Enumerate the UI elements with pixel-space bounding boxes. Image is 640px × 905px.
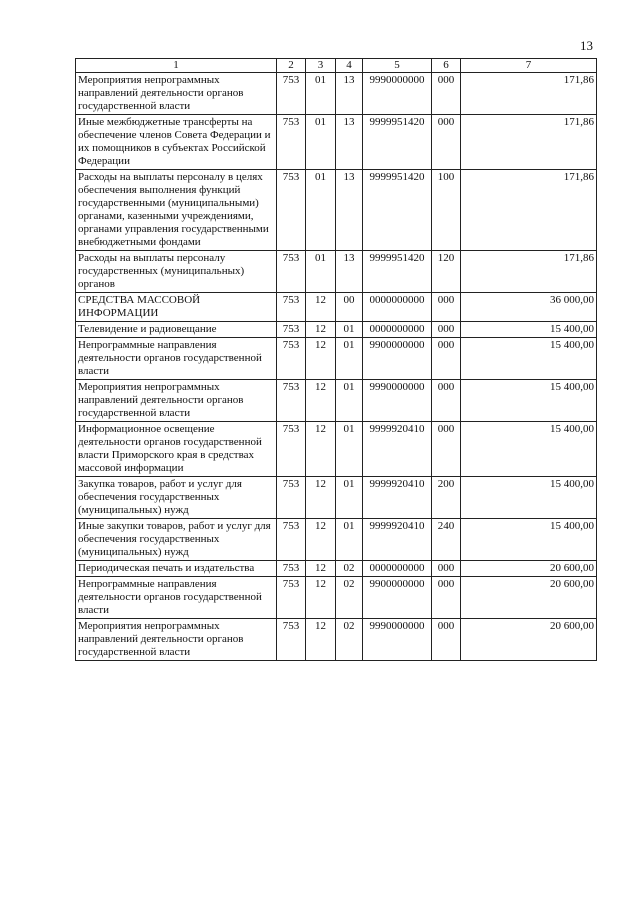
row-csr-cell: 9900000000 <box>363 338 432 380</box>
row-pr-cell: 02 <box>336 577 363 619</box>
row-amount-cell: 15 400,00 <box>461 338 597 380</box>
row-gr-cell: 753 <box>277 380 306 422</box>
table-row <box>76 251 597 293</box>
table-row <box>76 73 597 115</box>
row-gr-cell: 753 <box>277 338 306 380</box>
row-vr-cell: 000 <box>432 619 461 661</box>
row-rz-cell: 12 <box>306 380 336 422</box>
row-name-cell: Мероприятия непрограммных направлений деятельности органов государственной власти <box>76 73 277 115</box>
row-amount-cell: 20 600,00 <box>461 619 597 661</box>
row-rz-cell: 12 <box>306 519 336 561</box>
row-pr-cell: 01 <box>336 477 363 519</box>
row-csr-cell: 0000000000 <box>363 293 432 322</box>
row-vr-cell: 120 <box>432 251 461 293</box>
header-cell: 3 <box>306 59 336 73</box>
row-amount-cell: 171,86 <box>461 251 597 293</box>
row-rz-cell: 12 <box>306 619 336 661</box>
row-csr-cell: 0000000000 <box>363 322 432 338</box>
table-header-row <box>76 59 597 73</box>
row-pr-cell: 13 <box>336 115 363 170</box>
page-number: 13 <box>580 38 593 53</box>
row-amount-cell: 20 600,00 <box>461 561 597 577</box>
row-name-cell: Иные закупки товаров, работ и услуг для обеспечения государственных (муниципальных) нужд <box>76 519 277 561</box>
row-amount-cell: 15 400,00 <box>461 519 597 561</box>
table-row <box>76 380 597 422</box>
header-cell: 2 <box>277 59 306 73</box>
table-row <box>76 293 597 322</box>
row-pr-cell: 13 <box>336 170 363 251</box>
row-gr-cell: 753 <box>277 477 306 519</box>
row-amount-cell: 36 000,00 <box>461 293 597 322</box>
row-vr-cell: 000 <box>432 293 461 322</box>
row-name-cell: Мероприятия непрограммных направлений деятельности органов государственной власти <box>76 619 277 661</box>
row-pr-cell: 02 <box>336 561 363 577</box>
row-rz-cell: 01 <box>306 170 336 251</box>
row-name-cell: Расходы на выплаты персоналу в целях обеспечения выполнения функций государственными (муниципальными) органами, казенными учреждениями, органами управления государственными внебюджетными фондами <box>76 170 277 251</box>
row-name-cell: Иные межбюджетные трансферты на обеспечение членов Совета Федерации и их помощников в субъектах Российской Федерации <box>76 115 277 170</box>
row-gr-cell: 753 <box>277 293 306 322</box>
table-body <box>76 73 597 661</box>
row-rz-cell: 12 <box>306 577 336 619</box>
row-pr-cell: 00 <box>336 293 363 322</box>
header-cell: 4 <box>336 59 363 73</box>
row-pr-cell: 02 <box>336 619 363 661</box>
row-rz-cell: 12 <box>306 338 336 380</box>
row-vr-cell: 000 <box>432 322 461 338</box>
row-rz-cell: 12 <box>306 561 336 577</box>
header-cell: 7 <box>461 59 597 73</box>
row-vr-cell: 100 <box>432 170 461 251</box>
row-rz-cell: 12 <box>306 477 336 519</box>
row-csr-cell: 0000000000 <box>363 561 432 577</box>
row-amount-cell: 15 400,00 <box>461 380 597 422</box>
table-row <box>76 577 597 619</box>
row-gr-cell: 753 <box>277 519 306 561</box>
row-vr-cell: 200 <box>432 477 461 519</box>
row-vr-cell: 240 <box>432 519 461 561</box>
row-pr-cell: 01 <box>336 380 363 422</box>
header-cell: 5 <box>363 59 432 73</box>
row-amount-cell: 15 400,00 <box>461 322 597 338</box>
row-pr-cell: 01 <box>336 338 363 380</box>
row-name-cell: Непрограммные направления деятельности органов государственной власти <box>76 338 277 380</box>
table-row <box>76 619 597 661</box>
table-row <box>76 170 597 251</box>
row-csr-cell: 9999951420 <box>363 251 432 293</box>
budget-table <box>75 58 597 661</box>
table-row <box>76 115 597 170</box>
row-csr-cell: 9999920410 <box>363 422 432 477</box>
row-amount-cell: 171,86 <box>461 115 597 170</box>
row-rz-cell: 01 <box>306 251 336 293</box>
row-gr-cell: 753 <box>277 561 306 577</box>
row-csr-cell: 9999920410 <box>363 477 432 519</box>
row-name-cell: Периодическая печать и издательства <box>76 561 277 577</box>
row-pr-cell: 13 <box>336 73 363 115</box>
row-vr-cell: 000 <box>432 422 461 477</box>
table-row <box>76 477 597 519</box>
row-csr-cell: 9999951420 <box>363 170 432 251</box>
table-row <box>76 561 597 577</box>
row-csr-cell: 9900000000 <box>363 577 432 619</box>
table-row <box>76 422 597 477</box>
row-gr-cell: 753 <box>277 115 306 170</box>
row-gr-cell: 753 <box>277 577 306 619</box>
row-rz-cell: 12 <box>306 293 336 322</box>
row-name-cell: СРЕДСТВА МАССОВОЙ ИНФОРМАЦИИ <box>76 293 277 322</box>
row-amount-cell: 20 600,00 <box>461 577 597 619</box>
row-name-cell: Расходы на выплаты персоналу государственных (муниципальных) органов <box>76 251 277 293</box>
row-csr-cell: 9990000000 <box>363 619 432 661</box>
table-row <box>76 338 597 380</box>
row-amount-cell: 171,86 <box>461 73 597 115</box>
row-vr-cell: 000 <box>432 73 461 115</box>
row-csr-cell: 9990000000 <box>363 380 432 422</box>
row-vr-cell: 000 <box>432 561 461 577</box>
row-vr-cell: 000 <box>432 115 461 170</box>
row-pr-cell: 01 <box>336 322 363 338</box>
row-pr-cell: 13 <box>336 251 363 293</box>
row-name-cell: Мероприятия непрограммных направлений деятельности органов государственной власти <box>76 380 277 422</box>
row-pr-cell: 01 <box>336 519 363 561</box>
row-rz-cell: 12 <box>306 422 336 477</box>
row-amount-cell: 15 400,00 <box>461 477 597 519</box>
row-pr-cell: 01 <box>336 422 363 477</box>
row-vr-cell: 000 <box>432 338 461 380</box>
row-gr-cell: 753 <box>277 422 306 477</box>
row-amount-cell: 171,86 <box>461 170 597 251</box>
row-rz-cell: 01 <box>306 73 336 115</box>
row-rz-cell: 12 <box>306 322 336 338</box>
row-amount-cell: 15 400,00 <box>461 422 597 477</box>
row-rz-cell: 01 <box>306 115 336 170</box>
row-csr-cell: 9990000000 <box>363 73 432 115</box>
table-row <box>76 322 597 338</box>
row-vr-cell: 000 <box>432 577 461 619</box>
row-csr-cell: 9999951420 <box>363 115 432 170</box>
row-gr-cell: 753 <box>277 251 306 293</box>
row-vr-cell: 000 <box>432 380 461 422</box>
header-cell: 6 <box>432 59 461 73</box>
row-gr-cell: 753 <box>277 619 306 661</box>
row-name-cell: Информационное освещение деятельности органов государственной власти Приморского края в средствах массовой информации <box>76 422 277 477</box>
header-cell: 1 <box>76 59 277 73</box>
row-name-cell: Телевидение и радиовещание <box>76 322 277 338</box>
row-name-cell: Закупка товаров, работ и услуг для обеспечения государственных (муниципальных) нужд <box>76 477 277 519</box>
table-row <box>76 519 597 561</box>
row-gr-cell: 753 <box>277 73 306 115</box>
row-gr-cell: 753 <box>277 170 306 251</box>
row-csr-cell: 9999920410 <box>363 519 432 561</box>
row-name-cell: Непрограммные направления деятельности органов государственной власти <box>76 577 277 619</box>
row-gr-cell: 753 <box>277 322 306 338</box>
